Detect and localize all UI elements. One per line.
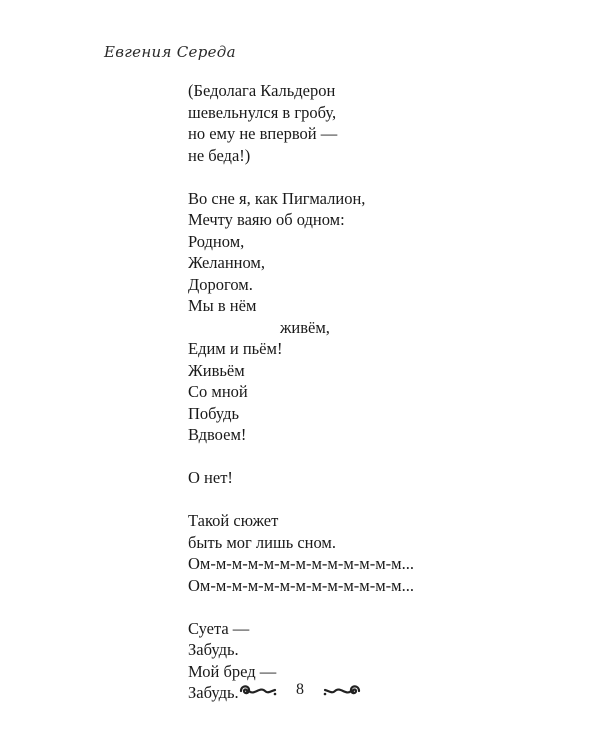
page-footer: [0, 678, 600, 702]
poem-line: Во сне я, как Пигмалион,: [188, 188, 366, 208]
stanza-break: [188, 596, 568, 618]
poem-line: быть мог лишь сном.: [188, 532, 337, 552]
poem-line: Мечту ваяю об одном:: [188, 210, 345, 229]
stanza-break: [188, 489, 568, 511]
poem-line: Едим и пьём!: [188, 339, 283, 358]
poem-text: [188, 80, 568, 704]
running-header-author: Евгения Середа: [104, 43, 236, 61]
poem-line: но ему не впервой —: [188, 124, 338, 143]
poem-line: Мой бред —: [188, 661, 277, 681]
page-number: 8: [296, 681, 304, 698]
poem-line: Желанном,: [188, 253, 265, 272]
poem-line: Ом-м-м-м-м-м-м-м-м-м-м-м-м...: [188, 575, 414, 595]
stanza-break: [188, 166, 568, 188]
poem-line: Побудь: [188, 403, 240, 423]
poem-line: Забудь.: [188, 683, 239, 702]
poem-line: Дорогом.: [188, 274, 253, 294]
poem-line: Забудь.: [188, 640, 239, 659]
swirl-ornament-icon: [322, 682, 362, 698]
poem-line: Живьём: [188, 360, 245, 380]
poem-line: (Бедолага Кальдерон: [188, 81, 336, 100]
poem-line: Суета —: [188, 618, 250, 638]
poem-line: Вдвоем!: [188, 425, 247, 444]
poem-line: Со мной: [188, 382, 248, 401]
poem-line: Такой сюжет: [188, 511, 279, 530]
swirl-ornament-icon: [238, 682, 278, 698]
poem-line: шевельнулся в гробу,: [188, 102, 337, 122]
poem-line-indented: живём,: [280, 317, 330, 337]
poem-line: Ом-м-м-м-м-м-м-м-м-м-м-м-м...: [188, 554, 414, 573]
poem-line: Мы в нём: [188, 296, 257, 315]
poem-line: О нет!: [188, 468, 233, 487]
poem-line: не беда!): [188, 145, 251, 165]
poem-line: Родном,: [188, 231, 245, 251]
stanza-break: [188, 446, 568, 468]
